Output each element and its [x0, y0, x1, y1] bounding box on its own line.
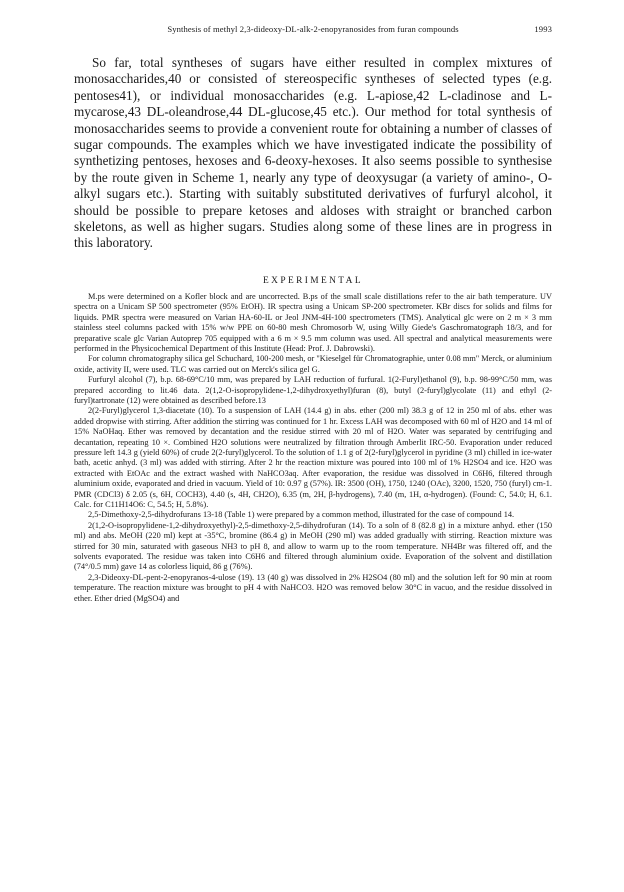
running-title: Synthesis of methyl 2,3-dideoxy-DL-alk-2-enopyranosides from furan compounds — [167, 24, 459, 34]
experimental-paragraph: 2,5-Dimethoxy-2,5-dihydrofurans 13-18 (Table 1) were prepared by a common method, illustrated for the case of compound 14. — [88, 510, 515, 520]
experimental-paragraph: 2(2-Furyl)glycerol 1,3-diacetate (10). To a suspension of LAH (14.4 g) in abs. ether (200 ml) 38.3 g of 12 in 250 ml of abs. ether was added dropwise with stirring. After addition the stirring was continued for 1 hr. Excess LAH was decomposed with 60 ml of H2O and 14 ml of 15% NaOHaq. Ether was removed by decantation and the residue stirred with 20 ml of H2O. Water was separated by centrifuging and decantation, repeating 10 ×. Combined H2O solutions were neutralized by filtration through Amberlit IRC-50. Evaporation under reduced pressure left 14.3 g (yield 60%) of crude 2(2-furyl)glycerol. To the solution of 1.1 g of 2(2-furyl)glycerol in pyridine (3 ml) chilled in ice-water bath, acetic anhyd. (3 ml) was added with stirring. After 2 hr the reaction mixture was poured into 100 ml of 1% H2SO4 and ice. H2O was extracted with EtOAc and the extract washed with NaHCO3aq. After evaporation, the residue was dissolved in C6H6, filtered through aluminium oxide, evaporated and dried in vacuum. Yield of 10: 0.97 g (57%). IR: 3500 (OH), 1750, 1240 (OAc), 3200, 1520, 750 (furyl) cm-1. PMR (CDCl3) δ 2.05 (s, 6H, COCH3), 4.40 (s, 4H, CH2O), 6.35 (m, 2H, β-hydrogens), 7.40 (m, 1H, α-hydrogen). (Found: C, 54.0; H, 6.1. Calc. for C11H14O6: C, 54.5; H, 5.8%). — [74, 406, 552, 509]
experimental-paragraph: 2(1,2-O-isopropylidene-1,2-dihydroxyethyl)-2,5-dimethoxy-2,5-dihydrofuran (14). To a soln of 8 (82.8 g) in a mixture anhyd. ether (150 ml) and abs. MeOH (220 ml) kept at -35°C, bromine (86.4 g) in MeOH (290 ml) was added gradually with stirring. Reaction mixture was stirred for 30 min, saturated with gaseous NH3 to pH 8, and allow to warm up to the room temperature. NH4Br was filtered off, and the solvents evaporated. The residue was taken into C6H6 and filtered through aluminium oxide. Evaporation of the solvent and distillation (74°/0.5 mm) gave 14 as colorless liquid, 86 g (76%). — [74, 520, 552, 572]
page-number: 1993 — [534, 24, 552, 34]
running-header — [74, 24, 552, 38]
experimental-paragraph: For column chromatography silica gel Schuchard, 100-200 mesh, or "Kieselgel für Chromatographie, unter 0.08 mm" Merck, or aluminium oxide, activity II, were used. TLC was carried out on Merck's silica gel G. — [74, 354, 552, 374]
experimental-section — [74, 292, 552, 604]
experimental-paragraph: Furfuryl alcohol (7), b.p. 68-69°C/10 mm, was prepared by LAH reduction of furfural. 1(2-Furyl)ethanol (9), b.p. 98-99°C/50 mm, was prepared according to lit.46 data. 2(1,2-O-isopropylidene-1,2-dihydroxyethyl)furan (8), butyl (2-furyl)glycolate (11) and ethyl (2-furyl)tartronate (12) were obtained as described before.13 — [74, 375, 552, 405]
experimental-paragraph: 2,3-Dideoxy-DL-pent-2-enopyranos-4-ulose (19). 13 (40 g) was dissolved in 2% H2SO4 (80 ml) and the solution left for 90 min at room temperature. The reaction mixture was brought to pH 4 with NaHCO3. H2O was removed below 30°C in vacuo, and the residue dissolved in ether. Ether dried (MgSO4) and — [74, 572, 552, 603]
experimental-paragraph: M.ps were determined on a Kofler block and are uncorrected. B.ps of the small scale distillations refer to the air bath temperature. UV spectra on a Unicam SP 500 spectrometer (95% EtOH). IR spectra using a Unicam SP-200 spectrometer. KBr discs for solids and films for liquids. PMR spectra were measured on Varian HA-60-IL or Jeol JNM-4H-100 spectrometers (TMS). Analytical glc were on 2 m × 3 mm stainless steel columns packed with 15% w/w PPE on 60-80 mesh Chromosorb W, using Willy Giede's Gaschromatograph 18/3, and for preparative scale glc Varian Autoprep 705 equipped with a 6 m × 9.5 mm column was used. All spectral and analytical measurements were performed in the Physicochemical Department of this Institute (Head: Prof. J. Dabrowski). — [74, 291, 552, 353]
intro-paragraph: So far, total syntheses of sugars have either resulted in complex mixtures of monosaccharides,40 or consisted of stereospecific syntheses of selected types (e.g. pentoses41), or individual monosaccharides (e.g. L-apiose,42 L-cladinose and L-mycarose,43 DL-oleandrose,44 DL-glucose,45 etc.). Our method for total synthesis of monosaccharides seems to provide a convenient route for obtaining a number of classes of sugar compounds. The examples which we have investigated indicate the possibility of synthetizing pentoses, hexoses and 6-deoxy-hexoses. It also seems possible to synthesise by the route given in Scheme 1, nearly any type of deoxysugar (a variety of amino-, O-alkyl sugars etc.). Starting with suitably substituted derivatives of furfuryl alcohol, it should be possible to prepare ketoses and aldoses with straight or branched carbon skeletons, as well as higher sugars. Studies along some of these lines are in progress in this laboratory. — [74, 55, 552, 251]
section-heading: EXPERIMENTAL — [263, 275, 363, 286]
intro-section — [74, 55, 552, 252]
journal-page — [74, 24, 552, 604]
